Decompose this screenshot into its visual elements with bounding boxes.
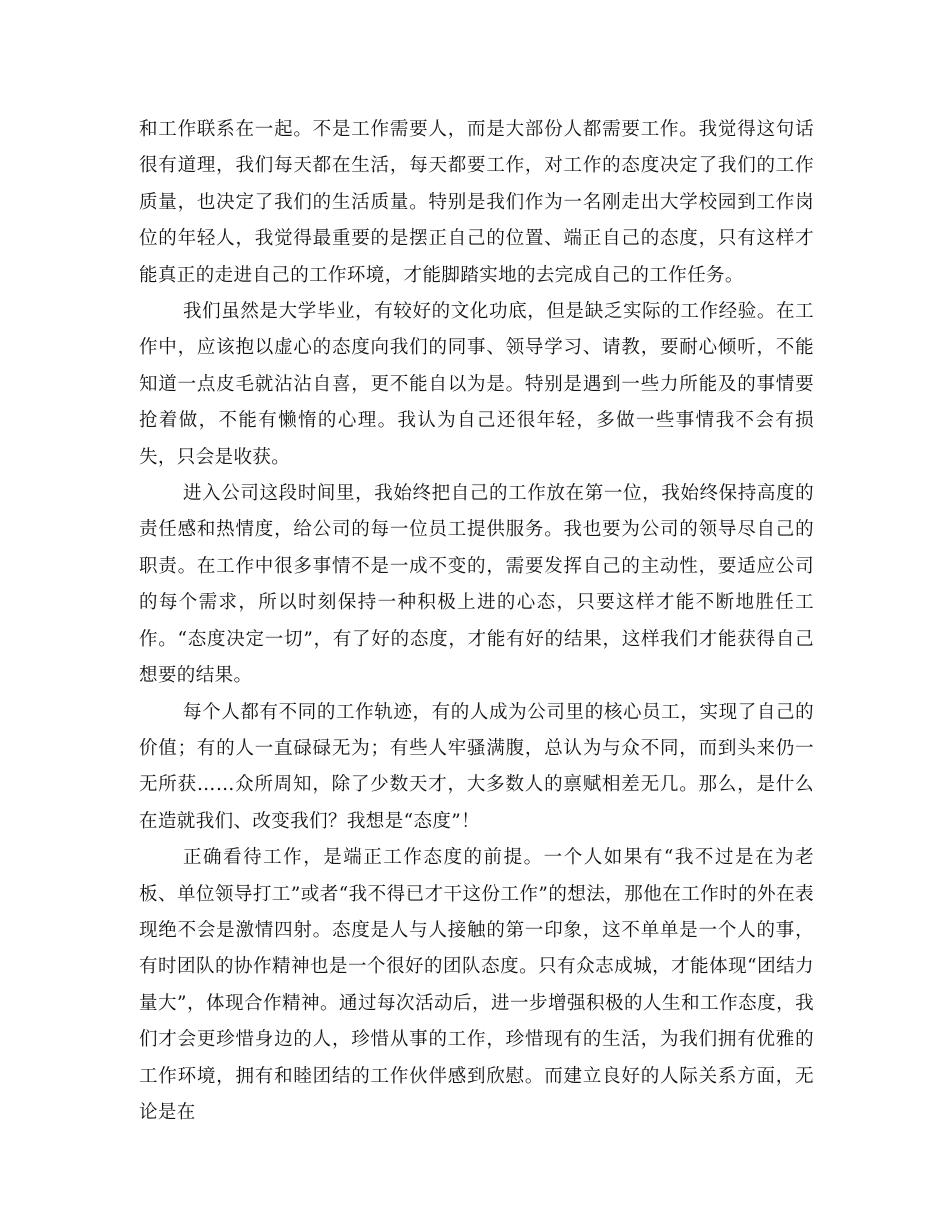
paragraph-1: 和工作联系在一起。不是工作需要人，而是大部份人都需要工作。我觉得这句话很有道理，我们每天都在生活，每天都要工作，对工作的态度决定了我们的工作质量，也决定了我们的生活质量。特别是我们作为一名刚走出大学校园到工作岗位的年轻人，我觉得最重要的是摆正自己的位置、端正自己的态度，只有这样才能真正的走进自己的工作环境，才能脚踏实地的去完成自己的工作任务。	[139, 119, 814, 286]
paragraph-5: 正确看待工作，是端正工作态度的前提。一个人如果有“我不过是在为老板、单位领导打工”或者“我不得已才干这份工作”的想法，那他在工作时的外在表现绝不会是激情四射。态度是人与人接触的第一印象，这不单单是一个人的事，有时团队的协作精神也是一个很好的团队态度。只有众志成城，才能体现“团结力量大”，体现合作精神。通过每次活动后，进一步增强积极的人生和工作态度，我们才会更珍惜身边的人，珍惜从事的工作，珍惜现有的生活，为我们拥有优雅的工作环境，拥有和睦团结的工作伙伴感到欣慰。而建立良好的人际关系方面，无论是在	[139, 847, 814, 1123]
paragraph-3: 进入公司这段时间里，我始终把自己的工作放在第一位，我始终保持高度的责任感和热情度，给公司的每一位员工提供服务。我也要为公司的领导尽自己的职责。在工作中很多事情不是一成不变的，需要发挥自己的主动性，要适应公司的每个需求，所以时刻保持一种积极上进的心态，只要这样才能不断地胜任工作。“态度决定一切”，有了好的态度，才能有好的结果，这样我们才能获得自己想要的结果。	[139, 483, 814, 687]
paragraph-4: 每个人都有不同的工作轨迹，有的人成为公司里的核心员工，实现了自己的价值；有的人一直碌碌无为；有些人牢骚满腹，总认为与众不同，而到头来仍一无所获……众所周知，除了少数天才，大多数人的禀赋相差无几。那么，是什么在造就我们、改变我们？我想是“态度”！	[139, 701, 814, 832]
document-body	[139, 112, 814, 1131]
paragraph-2: 我们虽然是大学毕业，有较好的文化功底，但是缺乏实际的工作经验。在工作中，应该抱以虚心的态度向我们的同事、领导学习、请教，要耐心倾听，不能知道一点皮毛就沾沾自喜，更不能自以为是。特别是遇到一些力所能及的事情要抢着做，不能有懒惰的心理。我认为自己还很年轻，多做一些事情我不会有损失，只会是收获。	[139, 301, 814, 468]
